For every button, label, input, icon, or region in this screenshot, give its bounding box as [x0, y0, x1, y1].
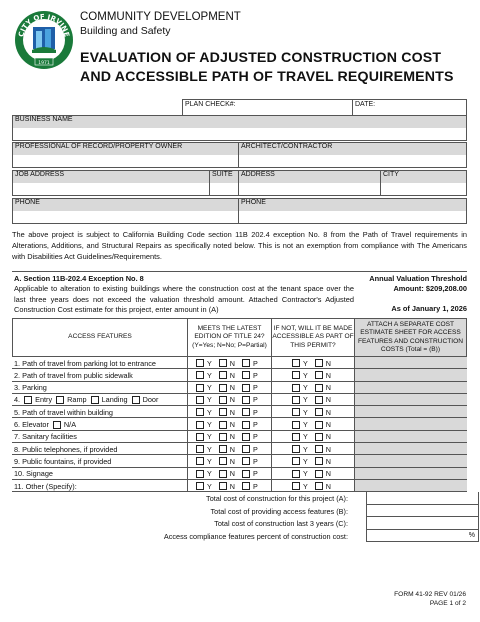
accessible-options [288, 445, 331, 454]
section-a [12, 271, 467, 316]
title24-p-checkbox[interactable] [242, 445, 250, 453]
accessible-n-label: N [325, 469, 331, 479]
total-row-percent [12, 530, 475, 543]
row-label [14, 359, 156, 368]
row4-option-label: Landing [101, 395, 128, 405]
title24-y-checkbox[interactable] [196, 433, 204, 441]
accessible-y-label: Y [303, 456, 308, 466]
title24-p-checkbox[interactable] [242, 359, 250, 367]
title24-y-checkbox[interactable] [196, 445, 204, 453]
title24-p-label: P [253, 469, 258, 479]
row4-option-checkbox[interactable] [56, 396, 64, 404]
title24-p-checkbox[interactable] [242, 457, 250, 465]
accessible-options [288, 482, 331, 491]
title24-n-label: N [229, 407, 235, 417]
accessible-y-checkbox[interactable] [292, 384, 300, 392]
accessible-options [288, 408, 331, 417]
plan-check-field[interactable]: PLAN CHECK#: [182, 99, 353, 116]
row4-option-checkbox[interactable] [24, 396, 32, 404]
elevator-na-checkbox[interactable] [53, 421, 61, 429]
accessible-y-checkbox[interactable] [292, 445, 300, 453]
accessible-y-label: Y [303, 432, 308, 442]
title24-options [192, 457, 258, 466]
row-label [14, 408, 113, 417]
row4-option-label: Ramp [67, 395, 87, 405]
professional-field[interactable]: PROFESSIONAL OF RECORD/PROPERTY OWNER [12, 142, 239, 168]
threshold-date: As of January 1, 2026 [391, 304, 467, 313]
table-row [12, 394, 467, 406]
title24-options [192, 445, 258, 454]
title24-n-label: N [229, 395, 235, 405]
accessible-n-label: N [325, 358, 331, 368]
accessible-y-label: Y [303, 358, 308, 368]
accessible-y-label: Y [303, 444, 308, 454]
title24-n-label: N [229, 432, 235, 442]
row-label-text: 7. Sanitary facilities [14, 432, 77, 442]
title24-n-checkbox[interactable] [219, 470, 227, 478]
table-row [12, 431, 467, 443]
accessible-y-label: Y [303, 383, 308, 393]
row-label [14, 371, 133, 380]
title24-y-label: Y [207, 456, 212, 466]
form-title-line1: EVALUATION OF ADJUSTED CONSTRUCTION COST [80, 50, 442, 66]
title24-y-checkbox[interactable] [196, 359, 204, 367]
suite-field[interactable]: SUITE [209, 170, 239, 196]
form-footer [394, 590, 466, 608]
accessible-n-label: N [325, 444, 331, 454]
title24-n-label: N [229, 469, 235, 479]
title24-p-checkbox[interactable] [242, 371, 250, 379]
title24-p-checkbox[interactable] [242, 396, 250, 404]
business-name-field[interactable]: BUSINESS NAME [12, 115, 467, 141]
title24-n-checkbox[interactable] [219, 396, 227, 404]
title24-n-checkbox[interactable] [219, 457, 227, 465]
title24-y-label: Y [207, 432, 212, 442]
col-cost-estimate: ATTACH A SEPARATE COST ESTIMATE SHEET FOR ACCESS FEATURES AND CONSTRUCTION COSTS (Total = (B)) [354, 318, 467, 357]
title24-p-label: P [253, 432, 258, 442]
title24-y-checkbox[interactable] [196, 470, 204, 478]
accessible-y-checkbox[interactable] [292, 408, 300, 416]
title24-y-checkbox[interactable] [196, 396, 204, 404]
title24-options [192, 395, 258, 404]
percent-symbol: % [468, 531, 475, 539]
accessible-y-checkbox[interactable] [292, 482, 300, 490]
total-label: Access compliance features percent of construction cost: [163, 531, 348, 541]
table-row [12, 357, 467, 369]
accessible-options [288, 432, 331, 441]
title24-options [192, 469, 258, 478]
title24-options [192, 420, 258, 429]
accessible-n-checkbox[interactable] [315, 384, 323, 392]
title24-y-label: Y [207, 383, 212, 393]
address-field[interactable]: ADDRESS [238, 170, 381, 196]
title24-y-checkbox[interactable] [196, 421, 204, 429]
phone-field-1[interactable]: PHONE [12, 198, 239, 224]
title24-p-label: P [253, 420, 258, 429]
title24-n-checkbox[interactable] [219, 371, 227, 379]
title24-n-label: N [229, 420, 235, 429]
date-field[interactable]: DATE: [352, 99, 467, 116]
section-a-heading: A. Section 11B-202.4 Exception No. 8 [14, 274, 144, 283]
title24-y-label: Y [207, 481, 212, 491]
title24-n-checkbox[interactable] [219, 408, 227, 416]
title24-n-checkbox[interactable] [219, 433, 227, 441]
title24-p-checkbox[interactable] [242, 384, 250, 392]
accessible-y-checkbox[interactable] [292, 457, 300, 465]
title24-p-checkbox[interactable] [242, 433, 250, 441]
accessible-n-checkbox[interactable] [315, 482, 323, 490]
title24-n-checkbox[interactable] [219, 359, 227, 367]
title24-y-checkbox[interactable] [196, 371, 204, 379]
accessible-n-label: N [325, 420, 331, 429]
row-label-text: 9. Public fountains, if provided [14, 456, 112, 466]
city-of-irvine-logo [14, 10, 74, 70]
title24-p-label: P [253, 383, 258, 393]
accessible-n-label: N [325, 370, 331, 380]
accessible-y-checkbox[interactable] [292, 396, 300, 404]
threshold-amount: Amount: $209,208.00 [393, 284, 467, 293]
architect-field[interactable]: ARCHITECT/CONTRACTOR [238, 142, 467, 168]
phone-field-2[interactable]: PHONE [238, 198, 467, 224]
total-label: Total cost of construction last 3 years (C): [214, 519, 348, 529]
row-label-text: 6. Elevator [14, 420, 49, 429]
title24-n-checkbox[interactable] [219, 482, 227, 490]
row-label-text: 8. Public telephones, if provided [14, 444, 118, 454]
accessible-options [288, 457, 331, 466]
row-label [14, 395, 158, 404]
title24-p-label: P [253, 358, 258, 368]
logo-text: CITY OF IRVINE [17, 12, 71, 38]
title24-p-checkbox[interactable] [242, 408, 250, 416]
accessible-y-checkbox[interactable] [292, 371, 300, 379]
total-input-a[interactable] [366, 492, 479, 505]
title24-y-label: Y [207, 444, 212, 454]
accessible-y-label: Y [303, 395, 308, 405]
accessible-n-label: N [325, 407, 331, 417]
accessible-n-checkbox[interactable] [315, 421, 323, 429]
title24-options [192, 408, 258, 417]
form-title-line2: AND ACCESSIBLE PATH OF TRAVEL REQUIREMENTS [80, 69, 454, 85]
accessible-y-label: Y [303, 481, 308, 491]
table-row [12, 419, 467, 431]
elevator-na-label: N/A [63, 420, 77, 429]
accessible-options [288, 469, 331, 478]
title24-y-label: Y [207, 395, 212, 405]
total-input-percent[interactable] [366, 530, 479, 543]
row4-option-label: Door [142, 395, 159, 405]
title24-n-label: N [229, 383, 235, 393]
row-label-text: 1. Path of travel from parking lot to entrance [14, 358, 156, 368]
row-label [14, 445, 117, 454]
title24-y-checkbox[interactable] [196, 408, 204, 416]
job-address-field[interactable]: JOB ADDRESS [12, 170, 210, 196]
title24-options [192, 482, 258, 491]
title24-y-checkbox[interactable] [196, 384, 204, 392]
accessible-n-label: N [325, 383, 331, 393]
accessible-y-checkbox[interactable] [292, 421, 300, 429]
title24-n-label: N [229, 481, 235, 491]
table-row [12, 443, 467, 455]
row-label [14, 383, 47, 392]
total-row-a [12, 492, 467, 505]
row4-option-label: Entry [35, 395, 53, 405]
accessible-n-label: N [325, 432, 331, 442]
title24-options [192, 371, 258, 380]
logo-year: 1971 [38, 61, 50, 66]
page-number: PAGE 1 of 2 [429, 600, 466, 607]
title24-p-label: P [253, 407, 258, 417]
section-a-text: Applicable to alteration to existing buildings where the construction cost at the tenant space over the last three years does not exceed the valuation threshold amount. Attached Contractor's Adjusted Construction Cost estimate for this project, enter amount in (A) [14, 284, 354, 314]
intro-paragraph: The above project is subject to California Building Code section 11B 202.4 exception No. 8 from the Path of Travel requirements in Alterations, Additions, and Structural Repairs as specifically noted below. This is not an exemption from compliance with The Americans with Disabilities Act Guidelines/Requirements. [12, 230, 467, 261]
accessible-n-checkbox[interactable] [315, 371, 323, 379]
title24-p-label: P [253, 395, 258, 405]
accessible-n-checkbox[interactable] [315, 396, 323, 404]
accessible-n-label: N [325, 395, 331, 405]
accessible-y-label: Y [303, 469, 308, 479]
accessible-y-label: Y [303, 420, 308, 429]
accessible-y-checkbox[interactable] [292, 359, 300, 367]
table-row [12, 455, 467, 467]
title24-p-checkbox[interactable] [242, 421, 250, 429]
title24-options [192, 359, 258, 368]
title24-p-checkbox[interactable] [242, 482, 250, 490]
accessible-options [288, 395, 331, 404]
table-row [12, 468, 467, 480]
col-made-accessible: IF NOT, WILL IT BE MADE ACCESSIBLE AS PART OF THIS PERMIT? [271, 318, 355, 357]
accessible-n-checkbox[interactable] [315, 433, 323, 441]
title24-n-label: N [229, 358, 235, 368]
row-label-text: 5. Path of travel within building [14, 407, 113, 417]
title24-y-label: Y [207, 420, 212, 429]
title24-p-label: P [253, 444, 258, 454]
accessible-options [288, 371, 331, 380]
title24-y-label: Y [207, 370, 212, 380]
accessible-n-checkbox[interactable] [315, 359, 323, 367]
title24-y-checkbox[interactable] [196, 482, 204, 490]
total-label: Total cost of construction for this project (A): [206, 494, 348, 504]
table-row [12, 406, 467, 418]
accessible-n-label: N [325, 481, 331, 491]
row-label [14, 469, 53, 478]
title24-p-label: P [253, 370, 258, 380]
title24-p-checkbox[interactable] [242, 470, 250, 478]
accessible-y-label: Y [303, 370, 308, 380]
table-row [12, 480, 467, 492]
col-title24: MEETS THE LATEST EDITION OF TITLE 24? (Y=Yes; N=No; P=Partial) [187, 318, 272, 357]
row-label-text: 4. [14, 395, 21, 405]
form-number: FORM 41-92 REV 01/26 [394, 591, 466, 598]
accessible-y-checkbox[interactable] [292, 433, 300, 441]
accessible-options [288, 383, 331, 392]
title24-y-label: Y [207, 358, 212, 368]
accessible-options [288, 420, 331, 429]
title24-options [192, 383, 258, 392]
title24-y-label: Y [207, 469, 212, 479]
title24-p-label: P [253, 481, 258, 491]
title24-n-checkbox[interactable] [219, 421, 227, 429]
department-name: COMMUNITY DEVELOPMENT [80, 11, 241, 23]
row-label [14, 420, 76, 429]
accessible-y-label: Y [303, 407, 308, 417]
title24-n-checkbox[interactable] [219, 384, 227, 392]
title24-p-label: P [253, 456, 258, 466]
accessible-options [288, 359, 331, 368]
row-label-text: 10. Signage [14, 469, 53, 479]
row4-option-checkbox[interactable] [91, 396, 99, 404]
total-label: Total cost of providing access features (B): [210, 506, 348, 516]
accessible-n-checkbox[interactable] [315, 470, 323, 478]
total-row-b [12, 505, 467, 518]
total-row-c [12, 517, 467, 530]
accessible-n-checkbox[interactable] [315, 457, 323, 465]
title24-y-label: Y [207, 407, 212, 417]
total-input-b[interactable] [366, 505, 479, 518]
row-label [14, 432, 77, 441]
table-row [12, 382, 467, 394]
title24-n-label: N [229, 444, 235, 454]
row-label-text: 3. Parking [14, 383, 47, 393]
accessible-n-checkbox[interactable] [315, 445, 323, 453]
accessible-n-checkbox[interactable] [315, 408, 323, 416]
accessible-y-checkbox[interactable] [292, 470, 300, 478]
row-label-text: 2. Path of travel from public sidewalk [14, 370, 133, 380]
table-row [12, 369, 467, 381]
row-label [14, 457, 111, 466]
accessible-n-label: N [325, 456, 331, 466]
col-access-features: ACCESS FEATURES [12, 318, 188, 357]
title24-n-label: N [229, 370, 235, 380]
row-label [14, 482, 77, 491]
title24-options [192, 432, 258, 441]
title24-y-checkbox[interactable] [196, 457, 204, 465]
row-label-text: 11. Other (Specify): [14, 481, 77, 491]
title24-n-label: N [229, 456, 235, 466]
city-field[interactable]: CITY [380, 170, 467, 196]
division-name: Building and Safety [80, 25, 171, 37]
threshold-label: Annual Valuation Threshold [369, 274, 467, 283]
title24-n-checkbox[interactable] [219, 445, 227, 453]
row4-option-checkbox[interactable] [132, 396, 140, 404]
total-input-c[interactable] [366, 517, 479, 530]
